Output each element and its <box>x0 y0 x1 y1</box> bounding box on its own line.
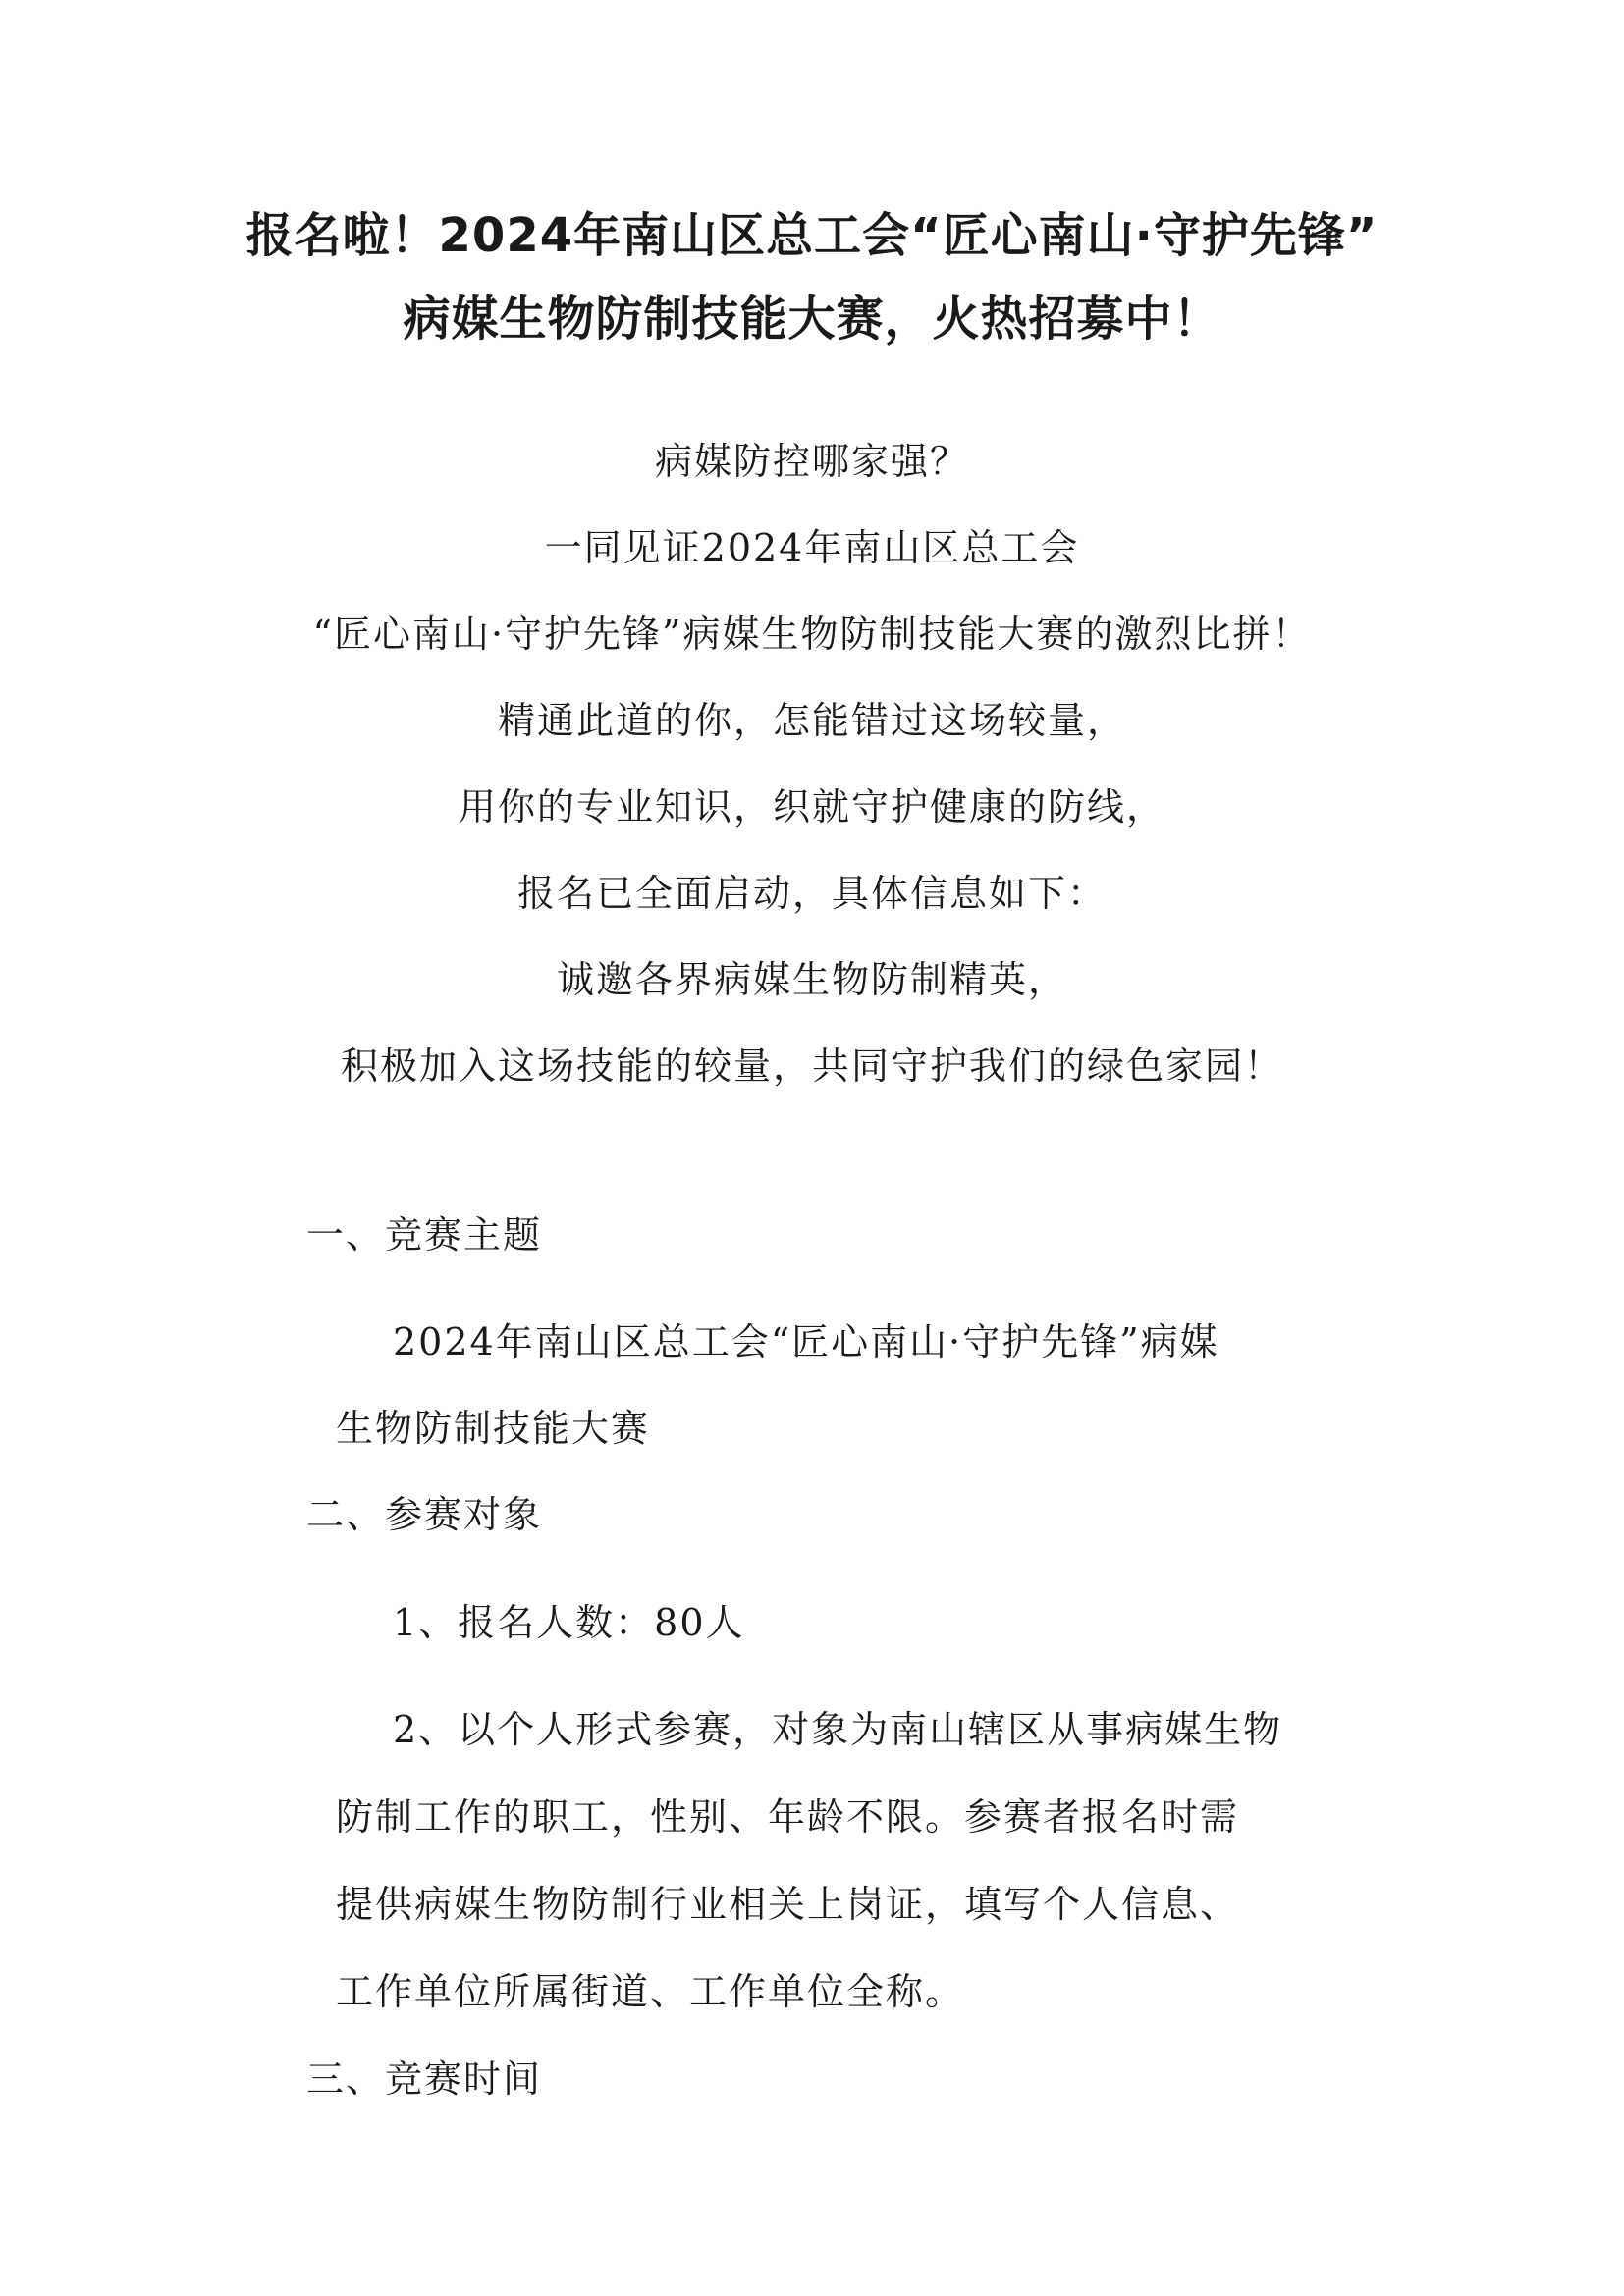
section-heading-theme: 一、竞赛主题 <box>306 1213 543 1256</box>
section-heading-time: 三、竞赛时间 <box>306 2057 543 2101</box>
document-title-line-1: 报名啦！2024年南山区总工会“匠心南山·守护先锋” <box>245 208 1379 263</box>
participants-item-2-line: 防制工作的职工，性别、年龄不限。参赛者报名时需 <box>336 1795 1240 1839</box>
intro-line: 诚邀各界病媒生物防制精英， <box>556 958 1067 1001</box>
section-heading-participants: 二、参赛对象 <box>306 1493 543 1536</box>
intro-line: 病媒防控哪家强？ <box>654 440 969 483</box>
participants-item-2-line: 2、以个人形式参赛，对象为南山辖区从事病媒生物 <box>393 1708 1283 1751</box>
intro-line: 用你的专业知识，织就守护健康的防线， <box>458 785 1165 828</box>
participants-item-2-line: 工作单位所属街道、工作单位全称。 <box>336 1970 965 2013</box>
participants-item-2-line: 提供病媒生物防制行业相关上岗证，填写个人信息、 <box>336 1883 1240 1926</box>
intro-line: 一同见证2024年南山区总工会 <box>544 526 1080 569</box>
intro-line: 精通此道的你，怎能错过这场较量， <box>497 699 1126 742</box>
intro-line: “匠心南山·守护先锋”病媒生物防制技能大赛的激烈比拼！ <box>312 613 1312 656</box>
section-body-line: 生物防制技能大赛 <box>336 1407 651 1450</box>
section-body-line: 2024年南山区总工会“匠心南山·守护先锋”病媒 <box>393 1320 1219 1363</box>
intro-line: 积极加入这场技能的较量，共同守护我们的绿色家园！ <box>340 1044 1283 1088</box>
intro-line: 报名已全面启动，具体信息如下： <box>516 872 1107 915</box>
document-title-line-2: 病媒生物防制技能大赛，火热招募中！ <box>403 292 1221 347</box>
participants-item-1: 1、报名人数：80人 <box>393 1601 745 1644</box>
